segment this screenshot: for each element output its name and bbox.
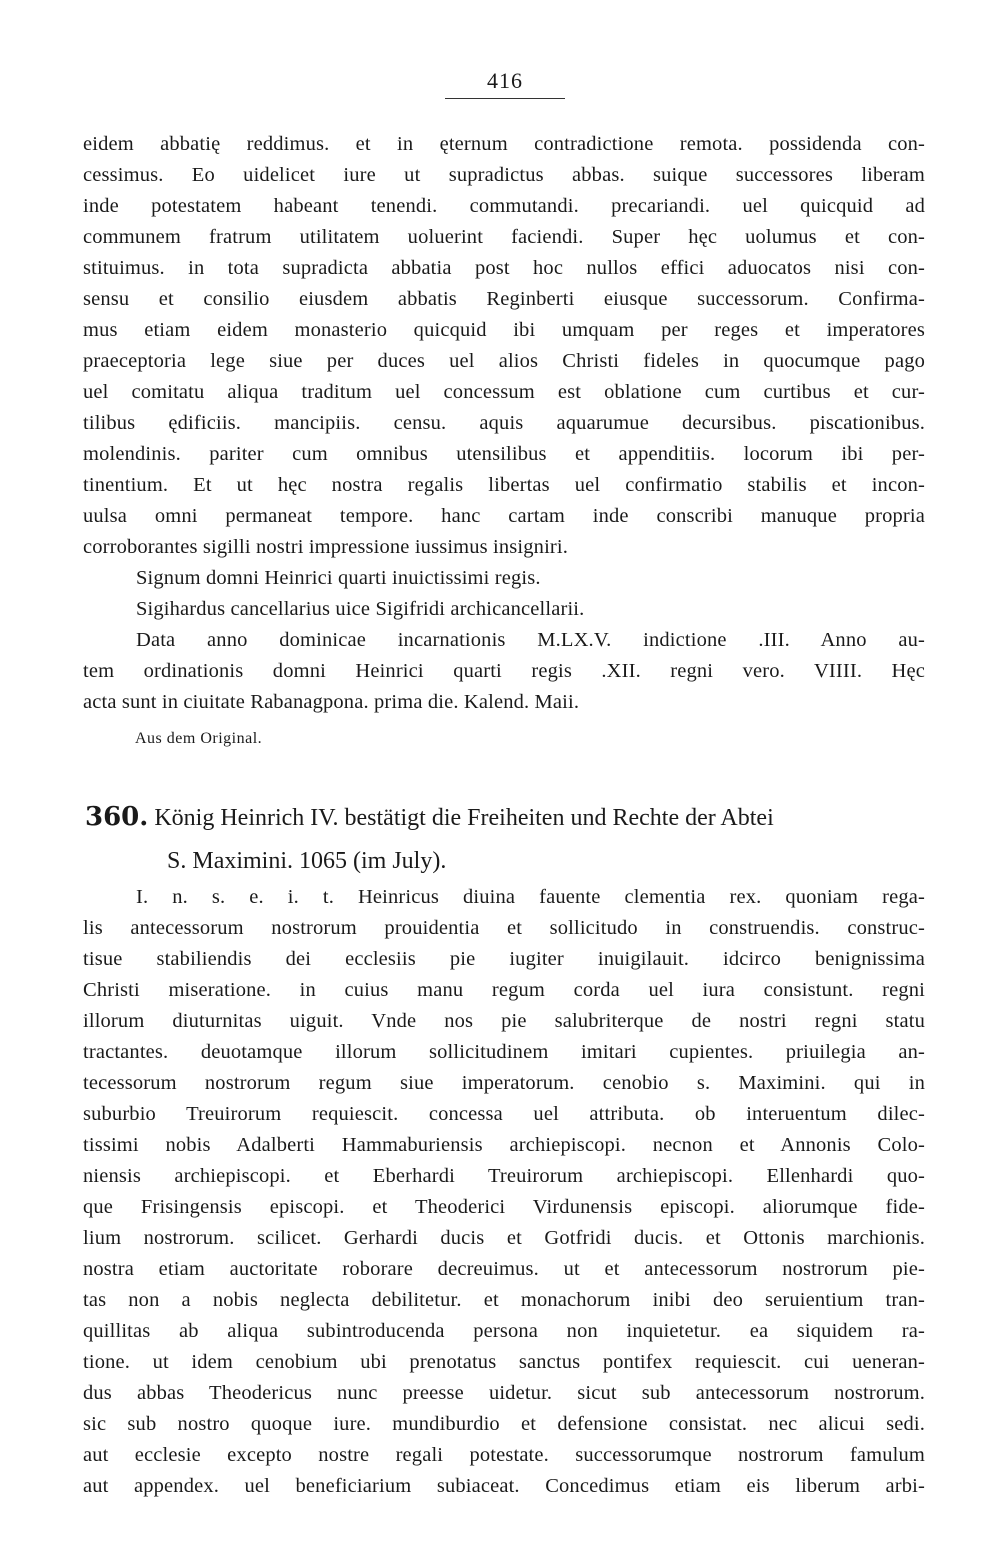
text-line: eidem abbatię reddimus. et in ęternum contradictione remota. possidenda con- xyxy=(83,133,925,155)
text-line: tissimi nobis Adalberti Hammaburiensis archiepiscopi. necnon et Annonis Colo- xyxy=(83,1134,925,1156)
heading-title-line-1: König Heinrich IV. bestätigt die Freiheiten und Rechte der Abtei xyxy=(154,805,774,831)
text-line: uulsa omni permaneat tempore. hanc cartam inde conscribi manuque propria xyxy=(83,505,925,527)
text-line: tas non a nobis neglecta debilitetur. et monachorum inibi deo seruientium tran- xyxy=(83,1289,925,1311)
text-line: lium nostrorum. scilicet. Gerhardi ducis et Gotfridi ducis. et Ottonis marchionis. xyxy=(83,1227,925,1249)
text-line: quillitas ab aliqua subintroducenda persona non inquietetur. ea siquidem ra- xyxy=(83,1320,925,1342)
text-line: aut appendex. uel beneficiarium subiaceat. Concedimus etiam eis liberum arbi- xyxy=(83,1475,925,1497)
text-line: I. n. s. e. i. t. Heinricus diuina fauente clementia rex. quoniam rega- xyxy=(136,886,925,908)
text-line: sensu et consilio eiusdem abbatis Reginberti eiusque successorum. Confirma- xyxy=(83,288,925,310)
text-line: sic sub nostro quoque iure. mundiburdio et defensione consistat. nec alicui sedi. xyxy=(83,1413,925,1435)
text-line: niensis archiepiscopi. et Eberhardi Treuirorum archiepiscopi. Ellenhardi quo- xyxy=(83,1165,925,1187)
page-number-rule xyxy=(445,98,565,99)
text-line: inde potestatem habeant tenendi. commutandi. precariandi. uel quicquid ad xyxy=(83,195,925,217)
text-line: tinentium. Et ut hęc nostra regalis libertas uel confirmatio stabilis et incon- xyxy=(83,474,925,496)
text-line: communem fratrum utilitatem uoluerint faciendi. Super hęc uolumus et con- xyxy=(83,226,925,248)
heading-title-line-2: S. Maximini. 1065 (im July). xyxy=(167,848,447,874)
text-line: tecessorum nostrorum regum siue imperatorum. cenobio s. Maximini. qui in xyxy=(83,1072,925,1094)
dating-line: Data anno dominicae incarnationis M.LX.V. indictione .III. Anno au- xyxy=(136,629,925,651)
text-line: aut ecclesie excepto nostre regali potestate. successorumque nostrorum famulum xyxy=(83,1444,925,1466)
text-line: tilibus ędificiis. mancipiis. censu. aquis aquarumue decursibus. piscationibus. xyxy=(83,412,925,434)
page-number: 416 xyxy=(487,68,523,93)
text-line: uel comitatu aliqua traditum uel concessum est oblatione cum curtibus et cur- xyxy=(83,381,925,403)
dating-line: tem ordinationis domni Heinrici quarti regis .XII. regni vero. VIIII. Hęc xyxy=(83,660,925,682)
text-line: mus etiam eidem monasterio quicquid ibi umquam per reges et imperatores xyxy=(83,319,925,341)
text-line: praeceptoria lege siue per duces uel alios Christi fideles in quocumque pago xyxy=(83,350,925,372)
charter-359-closing-text xyxy=(83,129,925,718)
text-line: stituimus. in tota supradicta abbatia post hoc nullos effici aduocatos nisi con- xyxy=(83,257,925,279)
text-line: suburbio Treuirorum requiescit. concessa uel attributa. ob interuentum dilec- xyxy=(83,1103,925,1125)
text-line: tractantes. deuotamque illorum sollicitudinem imitari cupientes. priuilegia an- xyxy=(83,1041,925,1063)
charter-360-heading xyxy=(85,795,927,883)
charter-360-text xyxy=(83,882,925,1502)
text-line: tisue stabiliendis dei ecclesiis pie iugiter inuigilauit. idcirco benignissima xyxy=(83,948,925,970)
text-line: dus abbas Theodericus nunc preesse uidetur. sicut sub antecessorum nostrorum. xyxy=(83,1382,925,1404)
text-line: que Frisingensis episcopi. et Theoderici Virdunensis episcopi. aliorumque fide- xyxy=(83,1196,925,1218)
text-line: corroborantes sigilli nostri impressione iussimus insigniri. xyxy=(83,536,569,558)
text-line: nostra etiam auctoritate roborare decreuimus. ut et antecessorum nostrorum pie- xyxy=(83,1258,925,1280)
text-line: molendinis. pariter cum omnibus utensilibus et appenditiis. locorum ibi per- xyxy=(83,443,925,465)
signum-line: Signum domni Heinrici quarti inuictissimi regis. xyxy=(136,567,541,589)
charter-number: 360. xyxy=(85,802,149,832)
text-line: Christi miseratione. in cuius manu regum corda uel iura consistunt. regni xyxy=(83,979,925,1001)
source-note: Aus dem Original. xyxy=(135,730,263,747)
text-line: lis antecessorum nostrorum prouidentia et sollicitudo in construendis. construc- xyxy=(83,917,925,939)
text-line: cessimus. Eo uidelicet iure ut supradictus abbas. suique successores liberam xyxy=(83,164,925,186)
text-line: tione. ut idem cenobium ubi prenotatus sanctus pontifex requiescit. cui ueneran- xyxy=(83,1351,925,1373)
dating-line: acta sunt in ciuitate Rabanagpona. prima die. Kalend. Maii. xyxy=(83,691,580,713)
chancellor-line: Sigihardus cancellarius uice Sigifridi archicancellarii. xyxy=(136,598,585,620)
text-line: illorum diuturnitas uiguit. Vnde nos pie salubriterque de nostri regni statu xyxy=(83,1010,925,1032)
